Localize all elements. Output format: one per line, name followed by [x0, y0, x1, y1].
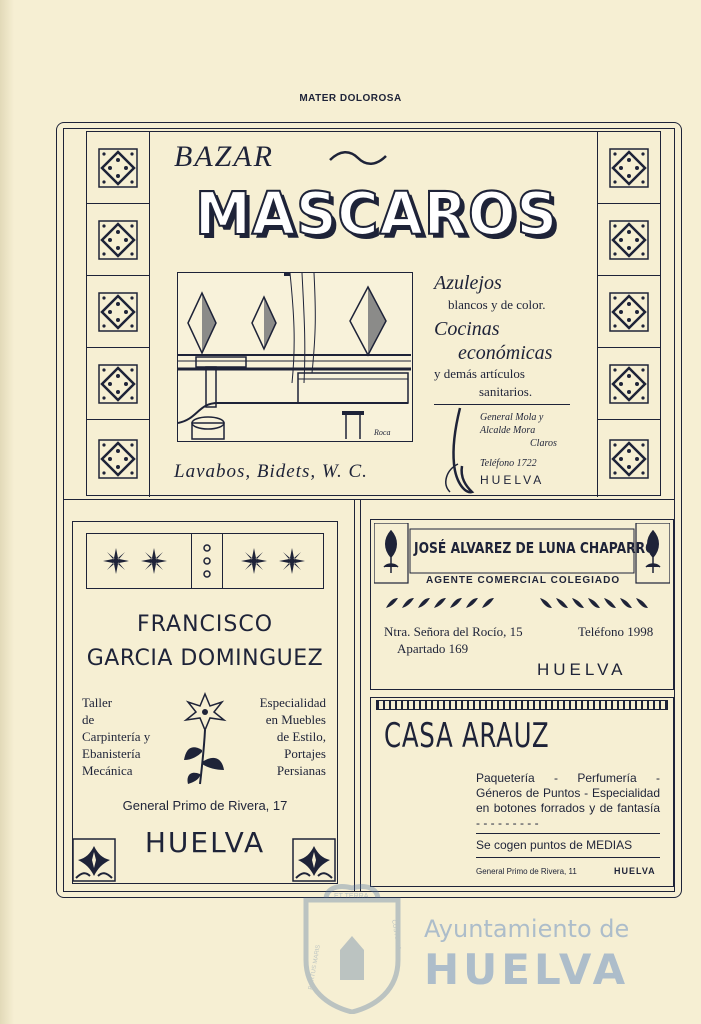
flower-icon	[101, 540, 131, 582]
right-line: Especialidad	[259, 695, 326, 710]
tile-ornament-icon	[87, 204, 149, 276]
flower-border-band	[86, 533, 324, 589]
agente-comercial-title: AGENTE COMERCIAL COLEGIADO	[426, 575, 621, 586]
cocinas-heading: Cocinas	[434, 318, 500, 340]
left-line: Ebanistería	[82, 746, 141, 761]
tile-ornament-icon	[598, 132, 660, 204]
tile-ornament-icon	[598, 276, 660, 348]
garcia-dominguez-name: GARCIA DOMINGUEZ	[86, 646, 324, 671]
demas-text: y demás artículos	[434, 366, 525, 381]
azulejos-detail: blancos y de color.	[448, 297, 546, 312]
bazar-address-line-1: General Mola y	[480, 412, 544, 423]
swash-ornament-icon	[328, 148, 388, 168]
corner-flower-icon	[72, 838, 116, 882]
economicas-heading: económicas	[458, 342, 553, 364]
left-line: Mecánica	[82, 763, 133, 778]
left-line: Carpintería y	[82, 729, 151, 744]
tile-column-left	[87, 132, 150, 497]
right-line: de Estilo,	[276, 729, 326, 744]
mascaros-title: MASCAROS	[195, 180, 558, 249]
leaf-row-ornament-icon	[384, 596, 662, 610]
bazar-telefono: Teléfono 1722	[480, 458, 537, 469]
huelva-shield-watermark-icon	[296, 880, 408, 1014]
casa-huelva: HUELVA	[614, 866, 656, 876]
jose-alvarez-name: JOSÉ ALVAREZ DE LUNA CHAPARRO	[414, 539, 656, 557]
tile-ornament-icon	[598, 420, 660, 497]
tile-ornament-icon	[598, 348, 660, 420]
illustration-label: Roca	[374, 428, 391, 437]
casa-address: General Primo de Rivera, 11	[476, 867, 577, 876]
casa-arauz-description: Paquetería - Perfumería - Géneros de Puntos - Especialidad en botones forrados y de fantasía - - - - - - - - -	[476, 771, 660, 830]
watermark-huelva: HUELVA	[424, 945, 630, 994]
lavabos-tagline: Lavabos, Bidets, W. C.	[174, 461, 368, 482]
vertical-divider	[354, 500, 355, 892]
tile-column-right	[597, 132, 660, 497]
left-line: Taller	[82, 695, 113, 710]
running-head: MATER DOLOROSA	[299, 93, 402, 104]
page-binding-edge	[0, 0, 14, 1024]
watermark-shield-text: PORTUS MARIS	[308, 944, 322, 991]
watermark-shield-text: ET TERRA	[334, 893, 369, 900]
tile-ornament-icon	[87, 348, 149, 420]
bathroom-illustration	[177, 272, 413, 442]
tile-ornament-icon	[87, 420, 149, 497]
flower-icon	[277, 540, 307, 582]
francisco-huelva: HUELVA	[144, 826, 266, 859]
tile-ornament-icon	[87, 276, 149, 348]
bazar-address-line-2: Alcalde Mora	[480, 425, 536, 436]
dots-ornament-icon	[191, 534, 223, 588]
rule-line	[476, 833, 660, 834]
francisco-address: General Primo de Rivera, 17	[122, 798, 288, 813]
jose-apartado: Apartado 169	[397, 641, 469, 656]
right-line: en Muebles	[265, 712, 326, 727]
casa-arauz-title: CASA ARAUZ	[384, 716, 550, 756]
jose-huelva: HUELVA	[537, 660, 627, 679]
rule-line	[476, 857, 660, 858]
bazar-address-line-3: Claros	[530, 438, 557, 449]
swirl-ornament-icon	[436, 404, 476, 500]
jose-telefono: Teléfono 1998	[578, 624, 654, 639]
corner-flower-icon	[292, 838, 336, 882]
lily-flower-icon	[180, 690, 230, 786]
decorative-strip	[376, 700, 668, 710]
jose-address: Ntra. Señora del Rocío, 15	[384, 624, 523, 639]
horizontal-divider	[63, 499, 675, 500]
tile-ornament-icon	[87, 132, 149, 204]
watermark-ayuntamiento: Ayuntamiento de	[424, 915, 630, 943]
tile-ornament-icon	[598, 204, 660, 276]
watermark-shield-text: CUSTODIA	[390, 919, 402, 951]
flower-icon	[239, 540, 269, 582]
right-line: Portajes	[284, 746, 326, 761]
francisco-name: FRANCISCO	[136, 612, 274, 637]
vertical-divider-2	[360, 500, 361, 892]
bazar-huelva: HUELVA	[480, 473, 545, 487]
right-line: Persianas	[276, 763, 326, 778]
flower-icon	[139, 540, 169, 582]
medias-notice: Se cogen puntos de MEDIAS	[476, 838, 633, 852]
left-line: de	[82, 712, 95, 727]
azulejos-heading: Azulejos	[434, 272, 502, 294]
bazar-word: BAZAR	[174, 140, 274, 173]
sanitarios-text: sanitarios.	[479, 384, 533, 399]
